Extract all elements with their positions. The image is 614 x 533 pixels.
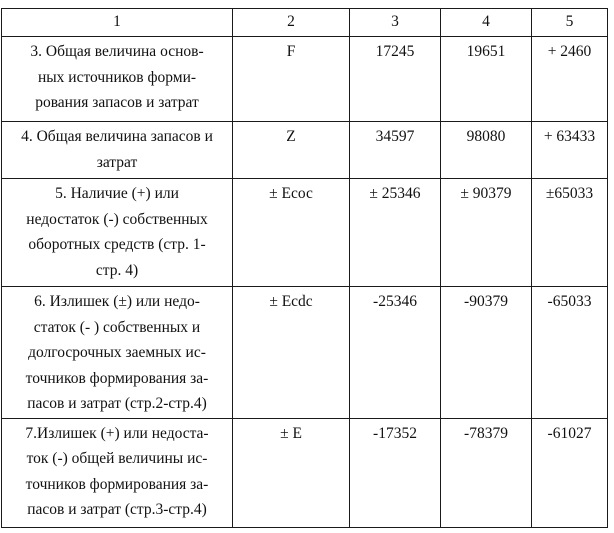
value-col-5: ±65033	[532, 179, 608, 287]
indicator-name-line: 5. Наличие (+) или	[55, 185, 179, 202]
column-header-5: 5	[532, 9, 608, 37]
table-row	[2, 179, 608, 287]
indicator-name-line: 3. Общая величина основ-	[30, 43, 204, 60]
value-col-4: 98080	[441, 122, 532, 179]
column-header-3: 3	[350, 9, 441, 37]
indicator-name-cell	[2, 418, 233, 527]
indicator-name-cell	[2, 287, 233, 419]
indicator-name-line: оборотных средств (стр. 1-	[28, 236, 206, 253]
indicator-name-line: точников формирования за-	[25, 475, 209, 493]
value-col-5: -65033	[532, 287, 608, 419]
indicator-name-line: пасов и затрат (стр.3-стр.4)	[27, 501, 207, 518]
indicator-code: Z	[233, 122, 350, 179]
indicator-name	[6, 39, 228, 116]
column-header-1: 1	[2, 9, 233, 37]
value-col-4: 19651	[441, 37, 532, 122]
indicator-name-line: рования запасов и затрат	[35, 94, 199, 111]
indicator-name	[6, 181, 228, 283]
value-col-4: -78379	[441, 418, 532, 527]
indicator-name-line: точников формирования за-	[25, 369, 209, 387]
indicator-name-line: 7.Излишек (+) или недоста-	[25, 424, 209, 442]
column-header-4: 4	[441, 9, 532, 37]
indicator-code: ± Есос	[233, 179, 350, 287]
value-col-4: ± 90379	[441, 179, 532, 287]
indicator-code: F	[233, 37, 350, 122]
value-col-5: + 63433	[532, 122, 608, 179]
table-row	[2, 287, 608, 419]
column-header-2: 2	[233, 9, 350, 37]
indicator-name-line: ток (-) общей величины ис-	[26, 450, 208, 467]
indicator-name-line: затрат	[96, 153, 138, 171]
indicator-name	[6, 124, 228, 175]
indicator-name-line: 6. Излишек (±) или недо-	[34, 293, 200, 310]
value-col-5: + 2460	[532, 37, 608, 122]
value-col-3: ± 25346	[350, 179, 441, 287]
value-col-5: -61027	[532, 418, 608, 527]
indicator-name-cell	[2, 37, 233, 122]
indicator-name	[6, 289, 228, 417]
table-row	[2, 122, 608, 179]
indicator-code: ± Ecdc	[233, 287, 350, 419]
table-header-row	[2, 9, 608, 37]
indicator-name-line: статок (- ) собственных и	[33, 318, 201, 336]
table-row	[2, 418, 608, 527]
indicator-name-cell	[2, 179, 233, 287]
indicator-name-line: долгосрочных заемных ис-	[28, 344, 206, 361]
value-col-3: -25346	[350, 287, 441, 419]
financial-stability-table	[1, 8, 608, 528]
indicator-name-line: пасов и затрат (стр.2-стр.4)	[27, 395, 207, 412]
value-col-3: 34597	[350, 122, 441, 179]
indicator-name-line: недостаток (-) собственных	[26, 210, 208, 228]
indicator-name-line: ных источников форми-	[37, 68, 197, 86]
indicator-code: ± E	[233, 418, 350, 527]
value-col-3: -17352	[350, 418, 441, 527]
indicator-name-line: стр. 4)	[95, 261, 139, 279]
indicator-name-line: 4. Общая величина запасов и	[21, 128, 213, 145]
value-col-4: -90379	[441, 287, 532, 419]
value-col-3: 17245	[350, 37, 441, 122]
indicator-name-cell	[2, 122, 233, 179]
indicator-name	[6, 421, 228, 523]
table-row	[2, 37, 608, 122]
